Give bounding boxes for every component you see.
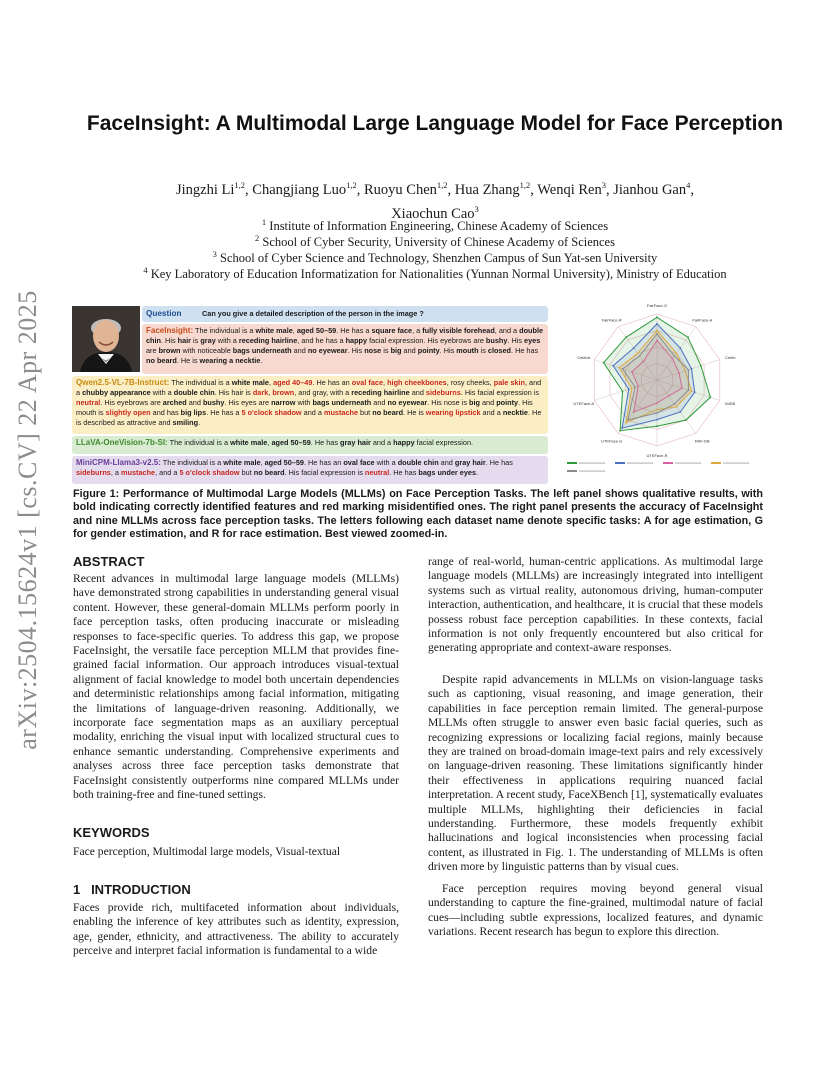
radar-series-point — [627, 419, 629, 421]
misidentified-feature: wearing lipstick — [425, 408, 481, 417]
misidentified-feature: 5 o'clock shadow — [179, 468, 240, 477]
answer-text: and — [371, 398, 388, 407]
answer-text: , and a — [155, 468, 180, 477]
answer-text: , — [260, 458, 265, 467]
radar-series-point — [628, 388, 630, 390]
correct-feature: no beard — [372, 408, 404, 417]
radar-series-point — [675, 352, 677, 354]
misidentified-feature: sideburns — [425, 388, 461, 397]
answer-text: . His — [161, 336, 178, 345]
affil-text: School of Cyber Science and Technology, Shenzhen Campus of Sun Yat-sen University — [220, 251, 658, 266]
radar-axis-label: FairFace-A — [692, 317, 713, 323]
question-label: Question — [146, 309, 182, 318]
answer-text: with noticeable — [180, 346, 233, 355]
answer-text: . His — [439, 346, 457, 355]
answer-text: , — [268, 388, 273, 397]
answer-text: . His — [347, 346, 365, 355]
paper-title: FaceInsight: A Multimodal Large Language Model for Face Perception — [86, 112, 784, 135]
affiliation — [60, 262, 810, 282]
model-name: FaceInsight: — [146, 326, 194, 335]
radar-series-point — [700, 365, 702, 367]
author-name: Hua Zhang — [454, 181, 520, 198]
answer-text: , rosy cheeks, — [446, 378, 494, 387]
misidentified-feature: high cheekbones — [387, 378, 447, 387]
correct-feature: receding hairline — [238, 336, 298, 345]
answer-text: with a — [215, 336, 239, 345]
correct-feature: pointy — [417, 346, 440, 355]
misidentified-feature: neutral — [364, 468, 390, 477]
radar-series-point — [679, 347, 681, 349]
answer-text: and has — [150, 408, 181, 417]
radar-series-point — [709, 396, 711, 398]
affil-number: 3 — [212, 249, 217, 259]
affil-number: 4 — [143, 265, 148, 275]
correct-feature: chubby appearance — [82, 388, 151, 397]
correct-feature: bushy — [202, 398, 225, 407]
answer-text: facial expression. His eyebrows are — [367, 336, 486, 345]
radar-series-point — [656, 412, 658, 414]
author-affil-mark: 1,2 — [234, 180, 246, 190]
figure-qualitative-panel — [72, 306, 548, 484]
radar-axis-label: UTKFace-G — [601, 438, 623, 444]
radar-chart — [555, 298, 760, 486]
answer-text: . His eyes are — [224, 398, 272, 407]
model-name: Qwen2.5-VL-7B-Instruct: — [76, 378, 170, 387]
correct-feature: aged 50–59 — [264, 458, 304, 467]
answer-text: but — [239, 468, 254, 477]
answer-text: is — [191, 336, 201, 345]
correct-feature: gray hair — [340, 438, 371, 447]
answer-qwen — [72, 376, 548, 434]
answer-text: and — [438, 458, 455, 467]
radar-series-point — [625, 422, 627, 424]
answer-text: The individual is a — [167, 438, 231, 447]
misidentified-feature: oval face — [351, 378, 384, 387]
introduction-heading: 1 INTRODUCTION — [73, 882, 191, 897]
author-name: Jianhou Gan — [613, 181, 687, 198]
radar-series-point — [674, 355, 676, 357]
answer-text: and — [186, 398, 203, 407]
affil-text: Key Laboratory of Education Informatization for Nationalities (Yunnan Normal University), Ministry of Education — [150, 267, 727, 282]
correct-feature: bags underneath — [232, 346, 292, 355]
introduction-text-left: Faces provide rich, multifaceted information about individuals, enabling the inference of key attributes such as identity, expression, age, gender, ethnicity, and attractiveness. The ability to accurately perceive and interpret facial information is fundamental to a wide — [73, 901, 399, 958]
answer-text: . His facial expression is — [460, 388, 540, 397]
correct-feature: wearing a necktie — [199, 356, 261, 365]
correct-feature: arched — [162, 398, 187, 407]
radar-legend-swatch — [663, 462, 673, 464]
answer-text: . His — [507, 336, 525, 345]
correct-feature: narrow — [271, 398, 296, 407]
answer-text: . He is — [403, 408, 426, 417]
author-name: Wenqi Ren — [537, 181, 602, 198]
correct-feature: square face — [371, 326, 413, 335]
correct-feature: closed — [487, 346, 512, 355]
correct-feature: pointy — [496, 398, 519, 407]
correct-feature: double chin — [146, 326, 544, 345]
answer-text: The individual is a — [195, 326, 256, 335]
radar-series-point — [612, 365, 614, 367]
answer-text: . — [476, 468, 479, 477]
abstract-heading: ABSTRACT — [73, 554, 145, 569]
answer-text: . He has — [511, 346, 539, 355]
answer-text: . He is described as attractive and — [76, 408, 542, 427]
author-name: Ruoyu Chen — [364, 181, 437, 198]
introduction-paragraph-1: range of real-world, human-centric applications. As multimodal large language models (MLLMs) are increasingly integrated into intelligent systems such as virtual reality, autonomous driving, human-computer interaction, authentication, and healthcare, it is crucial that these models possess robust face perception capabilities. In these contexts, facial information is not only frequently encountered but also critical for generating appropriate and context-aware responses. — [428, 555, 763, 655]
answer-text: , — [383, 378, 388, 387]
answer-text: , and a — [494, 326, 520, 335]
radar-chart-svg — [555, 298, 760, 486]
answer-minicpm — [72, 456, 548, 484]
radar-axis-label: UTKFace-R — [646, 453, 668, 458]
answer-text: is — [478, 346, 488, 355]
answer-text: . He has a — [336, 326, 372, 335]
radar-legend-label-placeholder — [723, 463, 749, 464]
author-name: Jingzhi Li — [176, 181, 235, 198]
correct-feature: no beard — [146, 356, 177, 365]
misidentified-feature: neutral — [76, 398, 101, 407]
radar-axis-label: FairFace-R — [601, 317, 622, 323]
answer-text: and — [401, 346, 418, 355]
affil-number: 1 — [261, 217, 267, 227]
radar-axis-label: UTKFace-A — [573, 401, 595, 407]
misidentified-feature: slightly open — [105, 408, 151, 417]
radar-series-point — [625, 336, 627, 338]
correct-feature: smiling — [172, 418, 199, 427]
correct-feature: oval face — [343, 458, 375, 467]
answer-text: , — [269, 378, 274, 387]
face-photo — [72, 306, 140, 372]
radar-axis-label: RAF-DB — [694, 438, 710, 444]
radar-series-point — [603, 362, 605, 364]
misidentified-feature: dark — [252, 388, 269, 397]
answer-text: . His facial expression is — [284, 468, 365, 477]
author-name: Xiaochun Cao — [391, 205, 475, 222]
radar-series-point — [656, 323, 658, 325]
radar-legend-label-placeholder — [627, 463, 653, 464]
answer-text: with a — [374, 458, 398, 467]
correct-feature: no eyewear — [307, 346, 348, 355]
author-affil-mark: 3 — [601, 180, 606, 190]
correct-feature: eyes — [524, 336, 541, 345]
correct-feature: receding hairline — [351, 388, 410, 397]
radar-series-point — [633, 347, 635, 349]
answer-text: . He has a — [206, 408, 242, 417]
affil-number: 2 — [255, 233, 260, 243]
question-box — [142, 306, 548, 322]
correct-feature: big — [469, 398, 480, 407]
radar-series-point — [656, 425, 658, 427]
correct-feature: big — [390, 346, 402, 355]
answer-text: . — [260, 356, 263, 365]
author-affil-mark: 1,2 — [346, 180, 357, 190]
correct-feature: gray — [200, 336, 216, 345]
radar-series-point — [656, 316, 658, 318]
correct-feature: double chin — [397, 458, 439, 467]
answer-text: . He has an — [303, 458, 344, 467]
radar-axis-label: CelebA — [577, 354, 591, 360]
answer-llava — [72, 436, 548, 454]
radar-series-point — [675, 406, 677, 408]
author-list: Jingzhi Li$^{1,2}$, Changjiang Luo$^{1,2}$, Ruoyu Chen$^{1,2}$, Hua Zhang$^{1,2}$, Wenqi Ren$^3$, Jianhou Gan$^4$, Xiaochun Cao$^3$ — [176, 180, 694, 222]
radar-axis-label: Celeb — [725, 354, 736, 360]
answer-text: and — [479, 398, 497, 407]
radar-series-point — [618, 367, 620, 369]
arxiv-identifier — [8, 285, 48, 755]
radar-legend-label-placeholder — [579, 471, 605, 472]
answer-text: . He has — [485, 458, 513, 467]
answer-text: . He is — [176, 356, 200, 365]
correct-feature: white male — [231, 378, 269, 387]
answer-text: , and he has a — [297, 336, 346, 345]
radar-series-point — [687, 389, 689, 391]
answer-text: , a — [412, 326, 423, 335]
correct-feature: fully visible forehead — [422, 326, 495, 335]
correct-feature: brown — [158, 346, 181, 355]
radar-legend-swatch — [567, 470, 577, 472]
radar-axis-label: IMDB — [725, 401, 736, 407]
introduction-paragraph-2: Despite rapid advancements in MLLMs on vision-language tasks such as captioning, visual reasoning, and image generation, their capabilities in face perception remain limited. The general-purpose MLLMs often struggle to answer even basic facial queries, such as recognizing expressions or localizing facial regions, mainly because they are trained on broad-domain image-text pairs and rely excessively on language-driven reasoning. These limitations significantly hinder their effectiveness in applications requiring nuanced facial interpretation. A recent study, FaceXBench [1], systematically evaluates multiple MLLMs, highlighting their deficiencies in facial understanding. Furthermore, these models frequently exhibit hallucinations and logical inconsistencies when processing facial content, as illustrated in Fig. 1. The understanding of MLLMs is often driven more by linguistic patterns than by visual cues. — [428, 673, 763, 874]
answer-text: The individual is a — [169, 378, 232, 387]
radar-series-point — [622, 368, 624, 370]
answer-faceinsight — [142, 324, 548, 374]
correct-feature: happy — [345, 336, 368, 345]
model-name: LLaVA-OneVision-7b-SI: — [76, 438, 168, 447]
radar-series-point — [691, 390, 693, 392]
answer-text: , — [267, 438, 272, 447]
introduction-paragraph-3: Face perception requires moving beyond general visual understanding to capture the fine-grained, multimodal nature of facial cues—including subtle expressions, localized features, and dynamic variations. Recent research has begun to explore this direction. — [428, 882, 763, 939]
radar-series-point — [656, 419, 658, 421]
answer-text: with a — [150, 388, 174, 397]
radar-series-point — [656, 333, 658, 335]
correct-feature: gray hair — [454, 458, 486, 467]
question-text: Can you give a detailed description of the person in the image ? — [202, 309, 424, 318]
correct-feature: nose — [364, 346, 382, 355]
correct-feature: necktie — [502, 408, 528, 417]
correct-feature: happy — [393, 438, 415, 447]
radar-series-point — [694, 391, 696, 393]
correct-feature: double chin — [173, 388, 215, 397]
correct-feature: white male — [223, 458, 261, 467]
answer-text: . He has an — [312, 378, 352, 387]
correct-feature: aged 50–59 — [271, 438, 311, 447]
answer-text: , and a — [76, 378, 542, 397]
author-affil-mark: 1,2 — [519, 180, 531, 190]
correct-feature: mouth — [456, 346, 479, 355]
answer-text: facial expression. — [414, 438, 474, 447]
radar-series-point — [637, 352, 639, 354]
model-name: MiniCPM-Llama3-v2.5: — [76, 458, 161, 467]
correct-feature: no eyewear — [387, 398, 428, 407]
arxiv-identifier-text: arXiv:2504.15624v1 [cs.CV] 22 Apr 2025 — [13, 290, 42, 750]
radar-legend-label-placeholder — [675, 463, 701, 464]
answer-text: . He has — [310, 438, 340, 447]
answer-text: The individual is a — [160, 458, 224, 467]
answer-text: . He has — [389, 468, 419, 477]
answer-text: , and gray, with a — [294, 388, 352, 397]
answer-text: and a — [301, 408, 324, 417]
radar-legend-swatch — [567, 462, 577, 464]
answer-text: are — [146, 346, 159, 355]
radar-series-point — [691, 368, 693, 370]
radar-series-point — [674, 403, 676, 405]
radar-series-point — [685, 419, 687, 421]
radar-series-point — [619, 430, 621, 432]
correct-feature: big lips — [180, 408, 207, 417]
correct-feature: hair — [177, 336, 192, 345]
radar-series-point — [639, 355, 641, 357]
radar-legend-swatch — [711, 462, 721, 464]
answer-text: and a — [480, 408, 503, 417]
figure-caption: Figure 1: Performance of Multimodal Large Models (MLLMs) on Face Perception Tasks. The left panel shows qualitative results, with bold indicating correctly identified features and red marking misidentified ones. The right panel presents the accuracy of FaceInsight and nine MLLMs across face perception tasks. The letters following each dataset name denote specific tasks: A for age estimation, G for gender estimation, and R for race estimation. Best viewed zoomed-in. — [73, 488, 763, 540]
answer-text: . His hair is — [214, 388, 253, 397]
misidentified-feature: mustache — [323, 408, 359, 417]
radar-series-point — [621, 427, 623, 429]
misidentified-feature: pale skin — [493, 378, 525, 387]
correct-feature: white male — [255, 326, 293, 335]
correct-feature: bags underneath — [312, 398, 372, 407]
affil-text: School of Cyber Security, University of Chinese Academy of Sciences — [262, 235, 615, 250]
answer-text: . His eyebrows are — [100, 398, 163, 407]
radar-series-point — [631, 387, 633, 389]
answer-text: and — [409, 388, 426, 397]
radar-series-point — [687, 369, 689, 371]
answer-text: and — [291, 346, 308, 355]
answer-text: . His mouth is — [76, 398, 533, 417]
affil-text: Institute of Information Engineering, Chinese Academy of Sciences — [269, 219, 609, 234]
radar-axis-label: FairFace-G — [646, 303, 668, 308]
misidentified-feature: brown — [272, 388, 295, 397]
answer-text: . His nose is — [427, 398, 470, 407]
correct-feature: bushy — [485, 336, 508, 345]
misidentified-feature: sideburns — [76, 468, 111, 477]
author-affil-mark: 1,2 — [436, 180, 448, 190]
radar-series-point — [679, 411, 681, 413]
author-name: Changjiang Luo — [252, 181, 347, 198]
answer-text: with — [295, 398, 313, 407]
answer-text: and a — [370, 438, 394, 447]
misidentified-feature: aged 40–49 — [273, 378, 313, 387]
radar-series-point — [634, 386, 636, 388]
radar-series-point — [622, 390, 624, 392]
keywords-heading: KEYWORDS — [73, 825, 150, 840]
keywords-text: Face perception, Multimodal large models, Visual-textual — [73, 845, 341, 858]
answer-text: , a — [110, 468, 122, 477]
radar-series-point — [656, 330, 658, 332]
answer-text: but — [358, 408, 373, 417]
correct-feature: aged 50–59 — [296, 326, 337, 335]
answer-text: , — [292, 326, 297, 335]
author-affil-mark: 3 — [474, 203, 479, 214]
misidentified-feature: 5 o'clock shadow — [241, 408, 302, 417]
answer-text: . — [198, 418, 201, 427]
radar-legend-swatch — [615, 462, 625, 464]
correct-feature: white male — [230, 438, 268, 447]
correct-feature: bags under eyes — [418, 468, 477, 477]
answer-text: is — [381, 346, 391, 355]
misidentified-feature: mustache — [121, 468, 156, 477]
radar-legend-label-placeholder — [579, 463, 605, 464]
author-affil-mark: 4 — [686, 180, 691, 190]
abstract-text: Recent advances in multimodal large language models (MLLMs) have demonstrated strong capabilities in understanding general visual content. However, these general-domain MLLMs perform poorly in face perception tasks, often producing inaccurate or misleading responses to face-specific queries. To address this gap, we propose FaceInsight, the versatile face perception MLLM that provides fine-grained facial information. Our approach introduces visual-textual alignment of facial knowledge to model both uncertain dependencies and deterministic relationships among facial information, mitigating the limitations of language-driven reasoning. Additionally, we incorporate face segmentation maps as an auxiliary perceptual modality, enriching the visual input with localized structural cues to enhance semantic understanding. Comprehensive experiments and analyses across three face perception tasks demonstrate that FaceInsight consistently outperforms nine compared MLLMs under both training-free and fine-tuned settings. — [73, 572, 399, 802]
radar-series-point — [687, 336, 689, 338]
correct-feature: no beard — [253, 468, 285, 477]
